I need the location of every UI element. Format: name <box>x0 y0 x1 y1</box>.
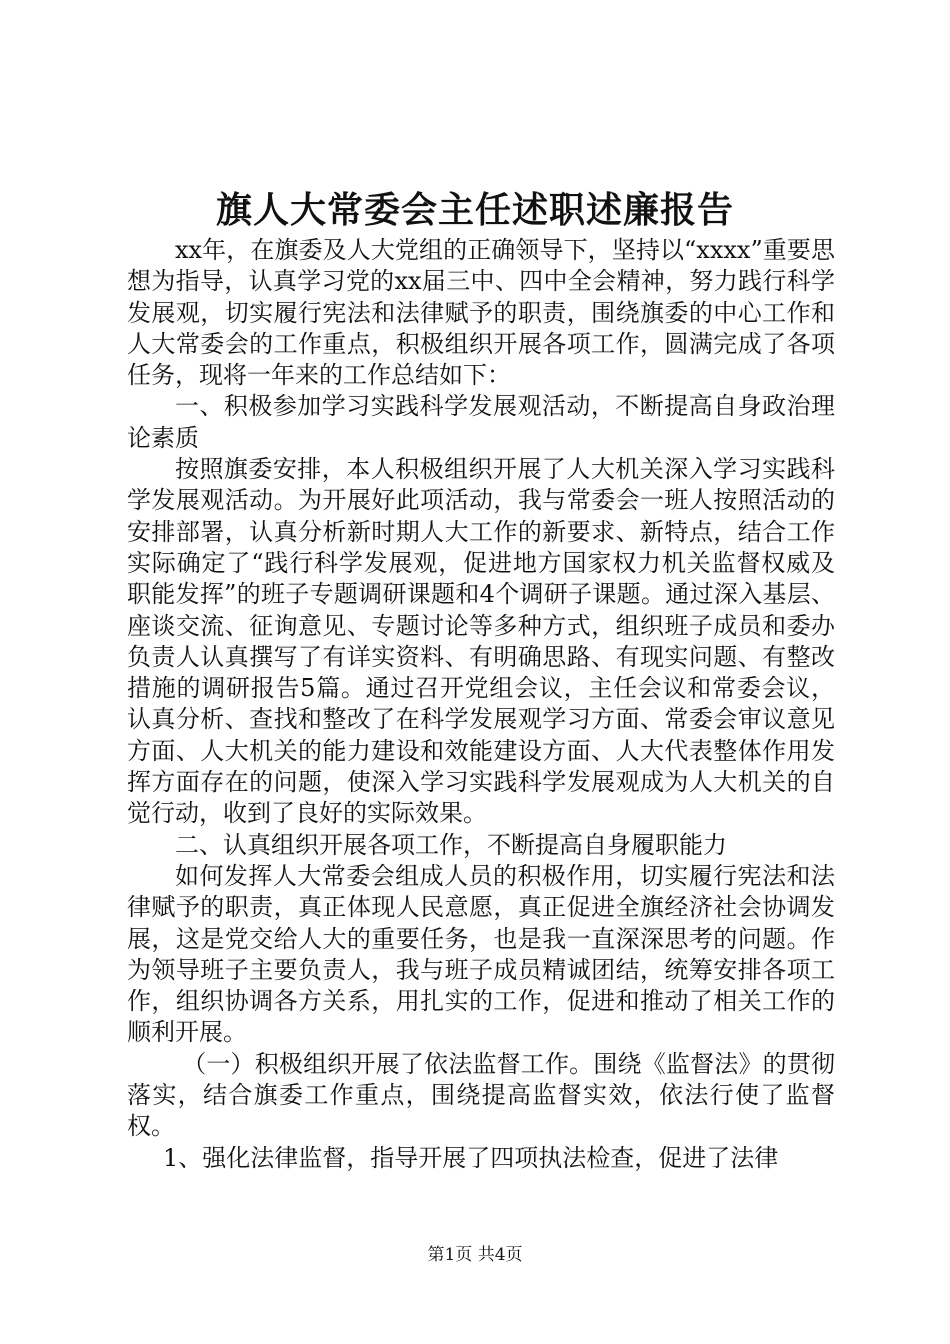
paragraph-section-1: 按照旗委安排，本人积极组织开展了人大机关深入学习实践科学发展观活动。为开展好此项活动，我与常委会一班人按照活动的安排部署，认真分析新时期人大工作的新要求、新特点，结合工作实际确定了“践行科学发展观，促进地方国家权力机关监督权威及职能发挥”的班子专题调研课题和4个调研子课题。通过深入基层、座谈交流、征询意见、专题讨论等多种方式，组织班子成员和委办负责人认真撰写了有详实资料、有明确思路、有现实问题、有整改措施的调研报告5篇。通过召开党组会议，主任会议和常委会议，认真分析、查找和整改了在科学发展观学习方面、常委会审议意见方面、人大机关的能力建设和效能建设方面、人大代表整体作用发挥方面存在的问题，使深入学习实践科学发展观成为人大机关的自觉行动，收到了良好的实际效果。 <box>127 455 835 828</box>
document-body <box>127 235 835 1174</box>
paragraph-intro: xx年，在旗委及人大党组的正确领导下，坚持以“xxxx”重要思想为指导，认真学习党的xx届三中、四中全会精神，努力践行科学发展观，切实履行宪法和法律赋予的职责，围绕旗委的中心工作和人大常委会的工作重点，积极组织开展各项工作，圆满完成了各项任务，现将一年来的工作总结如下： <box>127 236 835 390</box>
list-item-1: 1、强化法律监督，指导开展了四项执法检查，促进了法律 <box>163 1143 779 1172</box>
section-heading-1: 一、积极参加学习实践科学发展观活动，不断提高自身政治理论素质 <box>127 392 835 452</box>
paragraph-section-2: 如何发挥人大常委会组成人员的积极作用，切实履行宪法和法律赋予的职责，真正体现人民意愿，真正促进全旗经济社会协调发展，这是党交给人大的重要任务，也是我一直深深思考的问题。作为领导班子主要负责人，我与班子成员精诚团结，统筹安排各项工作，组织协调各方关系，用扎实的工作，促进和推动了相关工作的顺利开展。 <box>127 861 835 1047</box>
subsection-1: （一）积极组织开展了依法监督工作。围绕《监督法》的贯彻落实，结合旗委工作重点，围绕提高监督实效，依法行使了监督权。 <box>127 1049 835 1141</box>
page-number: 第1页 共4页 <box>427 1245 523 1265</box>
section-heading-2: 二、认真组织开展各项工作，不断提高自身履职能力 <box>175 830 727 859</box>
document-title: 旗人大常委会主任述职述廉报告 <box>215 189 734 231</box>
